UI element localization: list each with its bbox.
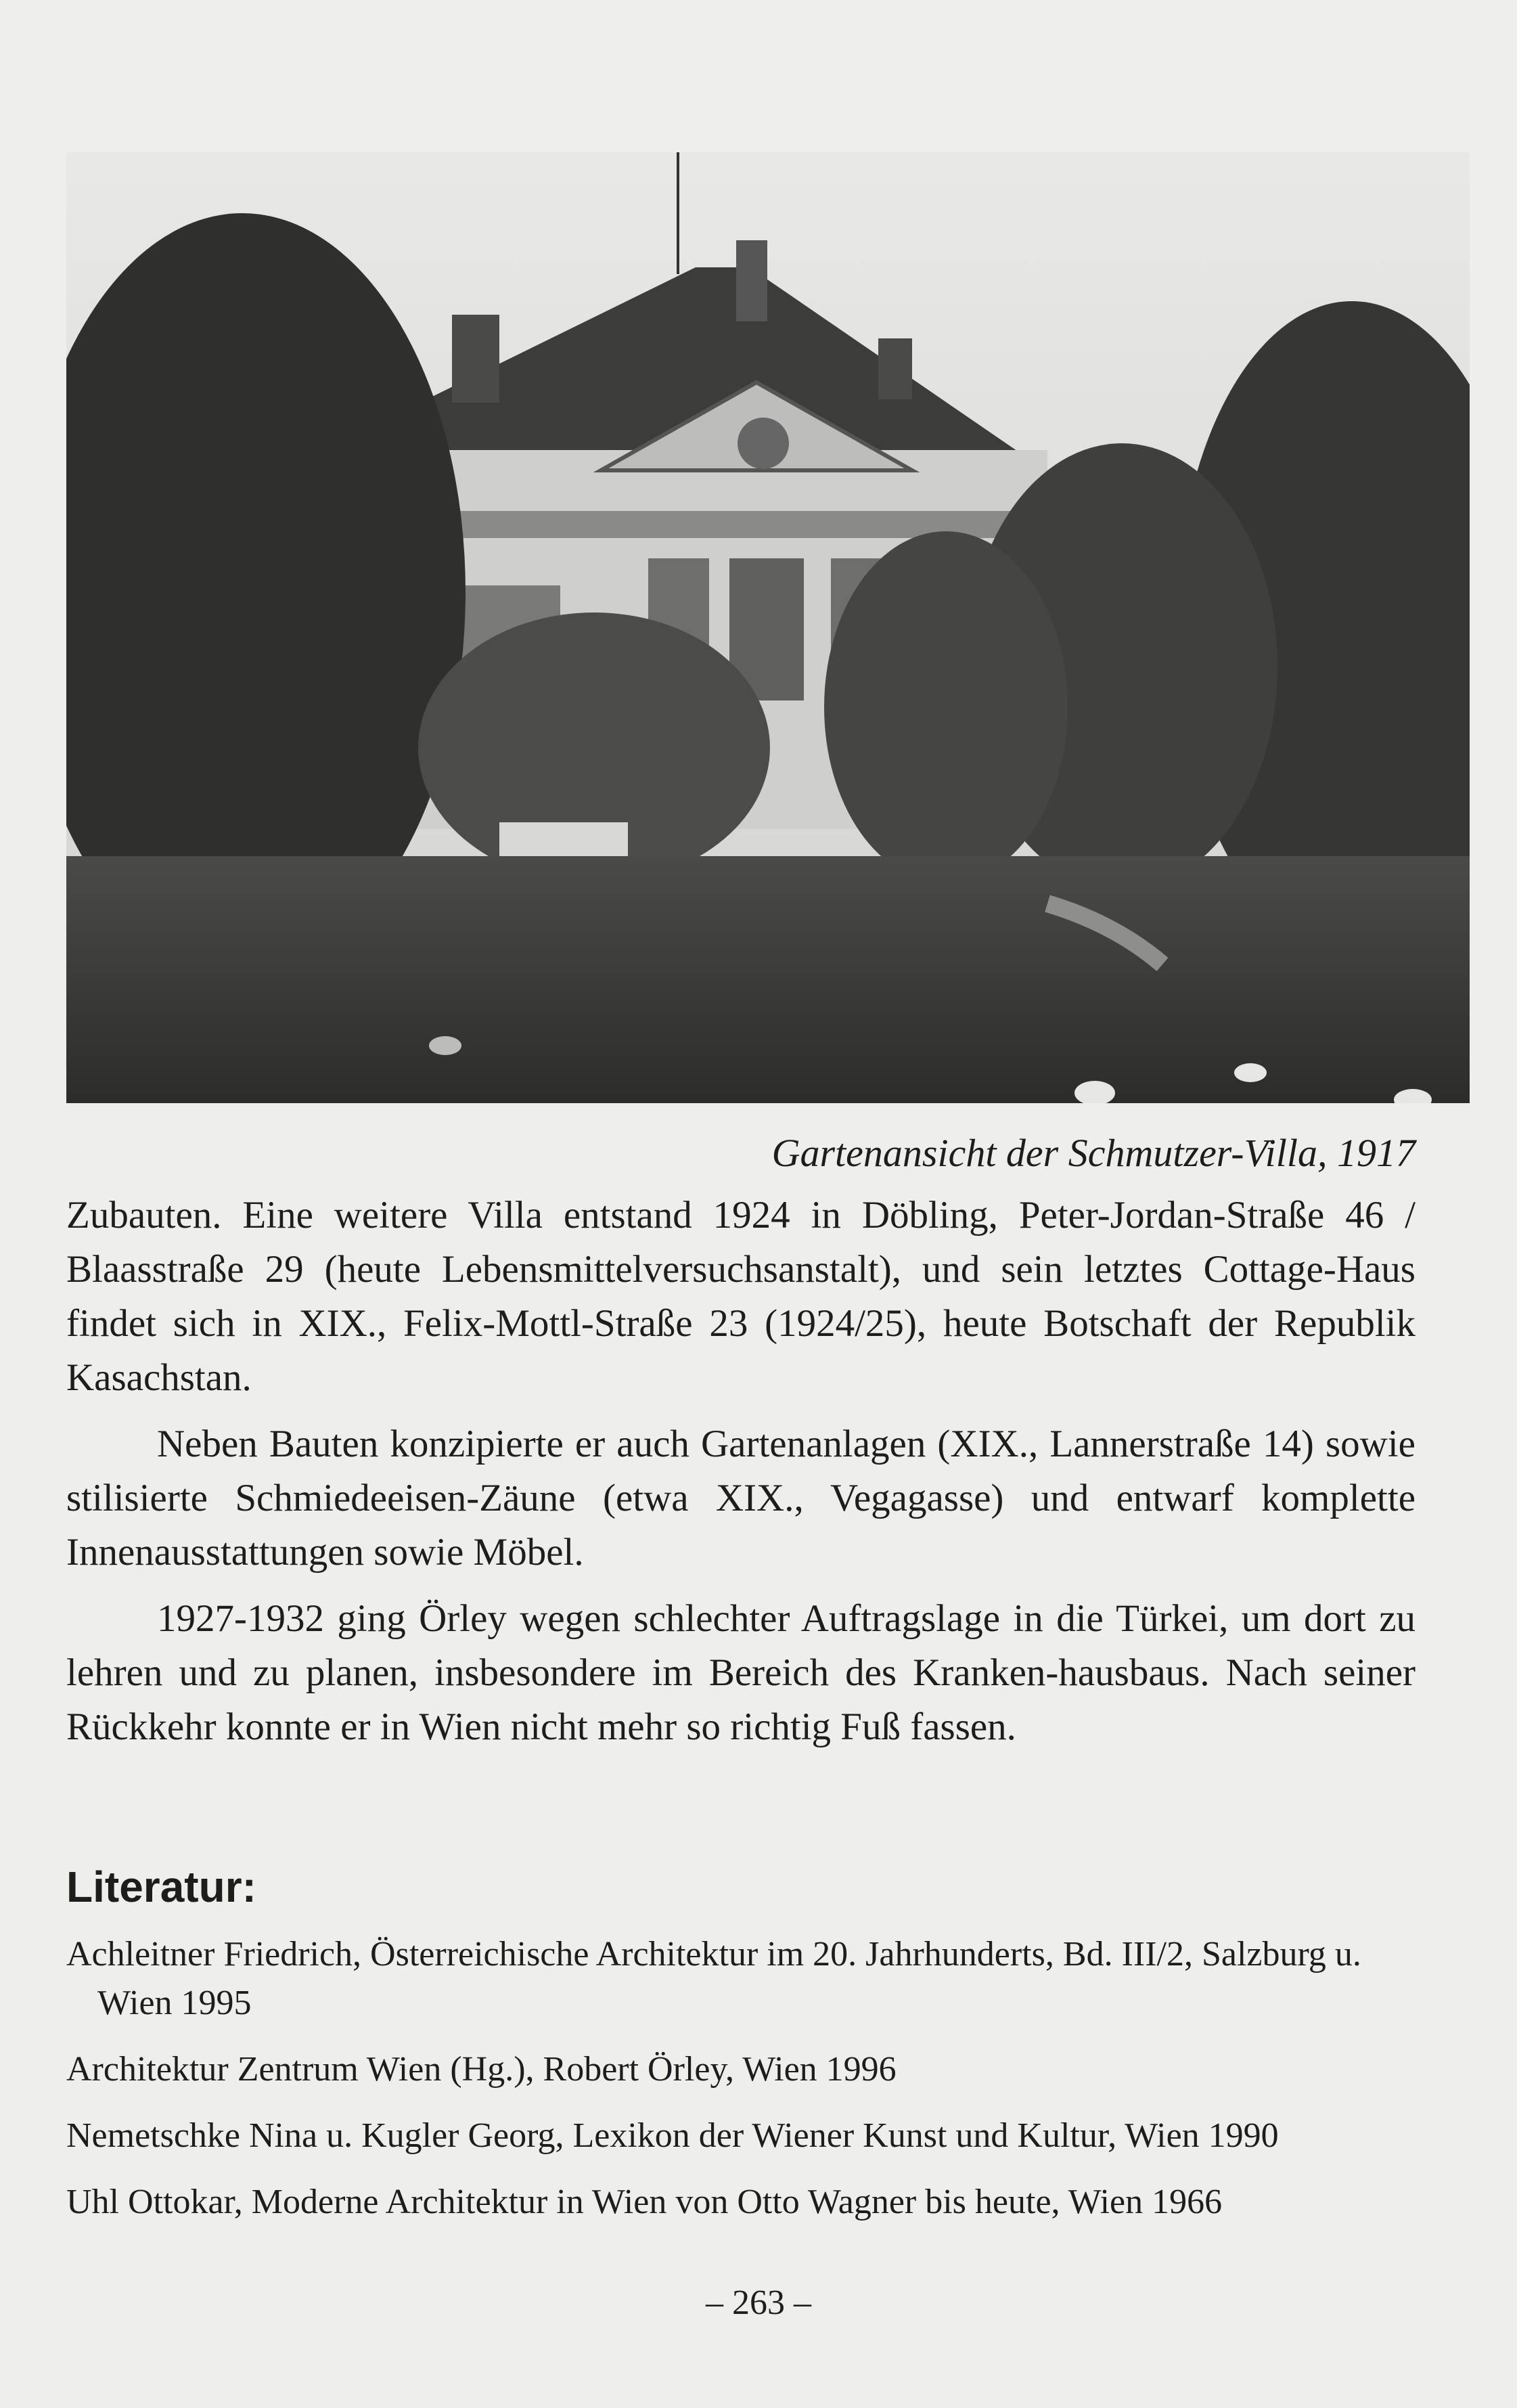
literature-list bbox=[66, 1930, 1416, 2244]
villa-photo-illustration bbox=[66, 152, 1470, 1103]
body-paragraph: Neben Bauten konzipierte er auch Gartenanlagen (XIX., Lannerstraße 14) sowie stilisierte Schmiedeeisen-Zäune (etwa XIX., Vegagasse) und entwarf komplette Innenausstattungen sowie Möbel. bbox=[66, 1423, 1416, 1574]
villa-photograph bbox=[66, 152, 1470, 1103]
body-paragraph: Zubauten. Eine weitere Villa entstand 1924 in Döbling, Peter-Jordan-Straße 46 / Blaasstraße 29 (heute Lebensmittelversuchsanstalt), und sein letztes Cottage-Haus findet sich in XIX., Felix-Mottl-Straße 23 (1924/25), heute Botschaft der Republik Kasachstan. bbox=[66, 1194, 1416, 1399]
literature-item: Uhl Ottokar, Moderne Architektur in Wien von Otto Wagner bis heute, Wien 1966 bbox=[66, 2183, 1223, 2221]
figure-caption: Gartenansicht der Schmutzer-Villa, 1917 bbox=[771, 1131, 1416, 1175]
literature-heading: Literatur: bbox=[66, 1863, 256, 1911]
page-number: – 263 – bbox=[706, 2283, 811, 2322]
literature-item: Achleitner Friedrich, Österreichische Architektur im 20. Jahrhunderts, Bd. III/2, Salzburg u. Wien 1995 bbox=[66, 1935, 1361, 2022]
body-paragraph: 1927-1932 ging Örley wegen schlechter Auftragslage in die Türkei, um dort zu lehren und zu planen, insbesondere im Bereich des Kranken-hausbaus. Nach seiner Rückkehr konnte er in Wien nicht mehr so richtig Fuß fassen. bbox=[66, 1597, 1416, 1748]
body-text bbox=[66, 1188, 1416, 1754]
literature-item: Architektur Zentrum Wien (Hg.), Robert Örley, Wien 1996 bbox=[66, 2050, 897, 2089]
literature-item: Nemetschke Nina u. Kugler Georg, Lexikon der Wiener Kunst und Kultur, Wien 1990 bbox=[66, 2116, 1279, 2155]
